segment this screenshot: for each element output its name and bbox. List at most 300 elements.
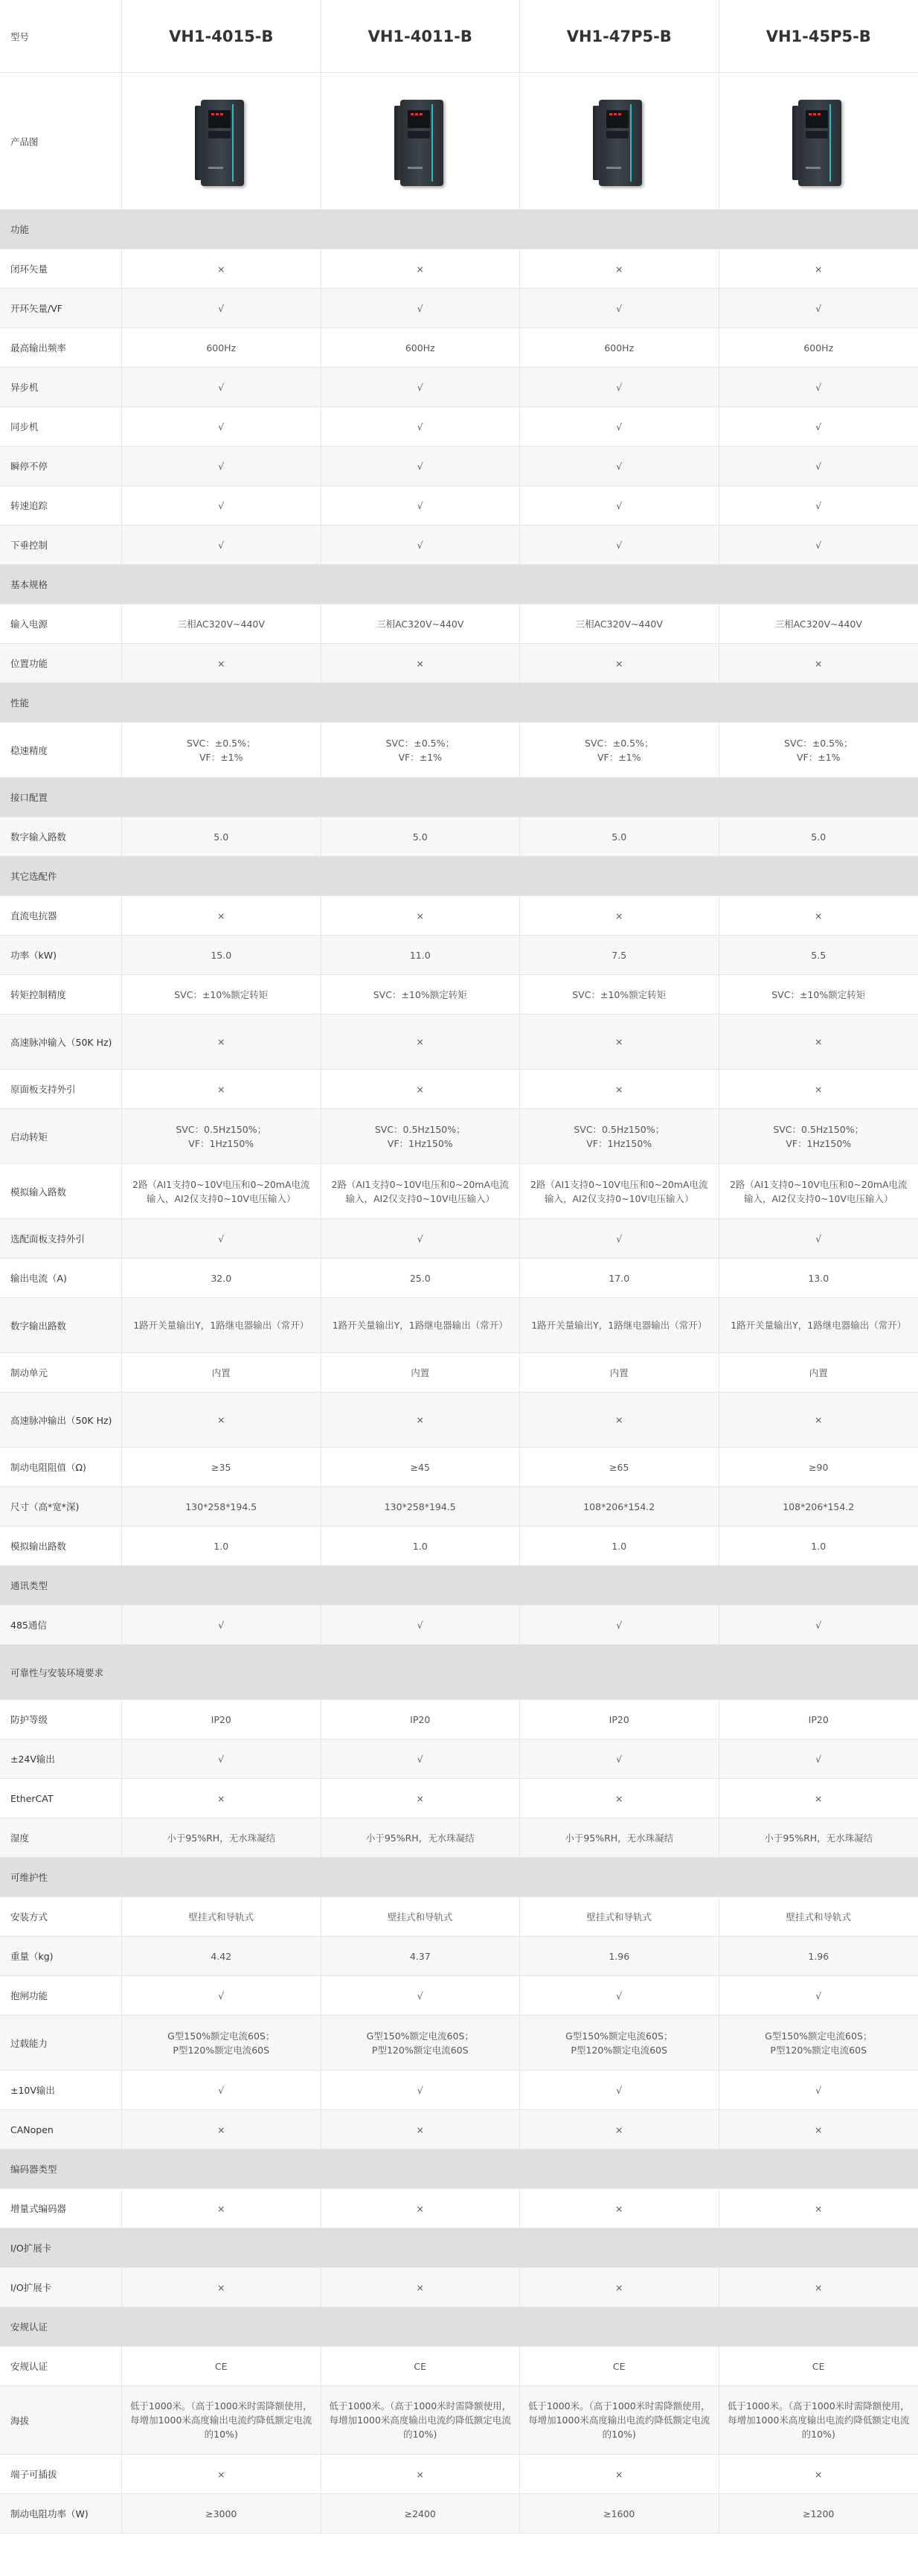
table-row — [0, 975, 918, 1014]
value-cell — [321, 1937, 521, 1975]
value-cell — [321, 1164, 521, 1218]
cell-value: × — [217, 1036, 225, 1047]
row-label-cell — [0, 1259, 122, 1297]
cell-value: 5.0 — [612, 831, 627, 843]
value-cell — [719, 1353, 918, 1392]
row-label-cell — [0, 1393, 122, 1447]
value-cell — [122, 936, 321, 974]
value-cell — [122, 1818, 321, 1857]
cell-value: 130*258*194.5 — [185, 1500, 257, 1512]
cell-value: × — [615, 1792, 623, 1804]
cell-value: 2路（AI1支持0~10V电压和0~20mA电流输入，AI2仅支持0~10V电压输入） — [331, 1178, 510, 1204]
value-cell — [520, 1897, 719, 1936]
cell-value: 600Hz — [803, 342, 834, 354]
row-label-cell — [0, 328, 122, 367]
value-cell — [321, 2189, 521, 2228]
value-cell — [520, 1818, 719, 1857]
value-cell — [321, 817, 521, 856]
row-label: 输出电流（A) — [10, 1273, 67, 1284]
value-cell — [719, 1393, 918, 1447]
row-label: 安规认证 — [10, 2361, 48, 2372]
value-cell — [520, 2455, 719, 2493]
value-cell — [719, 1448, 918, 1486]
product-image-row — [0, 73, 918, 210]
section-title: 接口配置 — [10, 792, 48, 803]
model-header-2 — [321, 0, 521, 72]
cell-value: 32.0 — [211, 1272, 232, 1284]
cell-value: √ — [815, 302, 822, 314]
value-cell — [520, 249, 719, 288]
product-image-label-cell — [0, 73, 122, 209]
model-name: VH1-4015-B — [169, 27, 274, 45]
row-label-cell — [0, 2347, 122, 2385]
value-cell — [719, 1605, 918, 1644]
cell-value: 2路（AI1支持0~10V电压和0~20mA电流输入，AI2仅支持0~10V电压输入） — [132, 1178, 310, 1204]
cell-value: √ — [815, 460, 822, 472]
table-row — [0, 2189, 918, 2228]
cell-value: √ — [417, 499, 423, 511]
value-cell — [321, 1219, 521, 1258]
value-cell — [321, 447, 521, 485]
cell-value: × — [217, 2202, 225, 2214]
row-label: 高速脉冲输出（50K Hz) — [10, 1414, 112, 1426]
value-cell — [520, 1393, 719, 1447]
table-row — [0, 328, 918, 368]
value-cell — [719, 1164, 918, 1218]
cell-value: √ — [815, 1753, 822, 1765]
cell-value: SVC：±10%额定转矩 — [771, 988, 866, 1000]
cell-value: × — [615, 2281, 623, 2293]
value-cell — [122, 604, 321, 643]
product-image-cell — [122, 73, 321, 209]
cell-value: × — [416, 910, 424, 921]
section-title: 编码器类型 — [10, 2164, 57, 2175]
cell-value: G型150%额定电流60S； P型120%额定电流60S — [366, 2030, 474, 2056]
cell-value: √ — [417, 421, 423, 432]
cell-value: × — [416, 1792, 424, 1804]
cell-value: 低于1000米。（高于1000米时需降额使用，每增加1000米高度输出电流约降低额定电流的10%) — [329, 2400, 512, 2440]
value-cell — [321, 249, 521, 288]
cell-value: × — [416, 2202, 424, 2214]
section-header — [0, 2307, 918, 2347]
row-label: 高速脉冲输入（50K Hz) — [10, 1036, 112, 1048]
value-cell — [719, 525, 918, 564]
value-cell — [321, 289, 521, 327]
row-label: 选配面板支持外引 — [10, 1233, 86, 1244]
value-cell — [719, 1779, 918, 1818]
cell-value: × — [615, 2123, 623, 2135]
cell-value: × — [217, 2468, 225, 2480]
cell-value: √ — [616, 499, 623, 511]
table-row — [0, 2016, 918, 2071]
table-row — [0, 604, 918, 644]
cell-value: SVC：±0.5%； VF：±1% — [187, 737, 256, 763]
row-label: 转矩控制精度 — [10, 989, 67, 1000]
table-row — [0, 1818, 918, 1858]
value-cell — [719, 2071, 918, 2109]
value-cell — [520, 1700, 719, 1739]
value-cell — [719, 2110, 918, 2149]
cell-value: SVC：±0.5%； VF：±1% — [385, 737, 455, 763]
row-label-cell — [0, 486, 122, 525]
row-label: I/O扩展卡 — [10, 2282, 52, 2293]
value-cell — [122, 1109, 321, 1163]
row-label-cell — [0, 1448, 122, 1486]
row-label: EtherCAT — [10, 1792, 54, 1804]
cell-value: × — [217, 1414, 225, 1425]
row-label-cell — [0, 2455, 122, 2493]
value-cell — [520, 525, 719, 564]
value-cell — [321, 644, 521, 683]
value-cell — [122, 1164, 321, 1218]
cell-value: 壁挂式和导轨式 — [586, 1911, 652, 1923]
value-cell — [520, 723, 719, 777]
row-label-cell — [0, 1109, 122, 1163]
cell-value: ≥90 — [809, 1461, 829, 1473]
value-cell — [520, 2189, 719, 2228]
inverter-product-image — [590, 95, 648, 188]
value-cell — [520, 289, 719, 327]
row-label-cell — [0, 1779, 122, 1818]
cell-value: 1.0 — [612, 1540, 627, 1552]
value-cell — [321, 975, 521, 1014]
cell-value: √ — [417, 1619, 423, 1631]
cell-value: × — [815, 1792, 823, 1804]
value-cell — [321, 2071, 521, 2109]
value-cell — [122, 2016, 321, 2070]
cell-value: √ — [616, 539, 623, 551]
value-cell — [122, 817, 321, 856]
table-row — [0, 1014, 918, 1070]
table-row — [0, 936, 918, 975]
value-cell — [321, 2268, 521, 2307]
value-cell — [321, 2016, 521, 2070]
value-cell — [321, 936, 521, 974]
row-label: 原面板支持外引 — [10, 1084, 76, 1095]
value-cell — [520, 1937, 719, 1975]
value-cell — [122, 486, 321, 525]
cell-value: ≥45 — [410, 1461, 430, 1473]
value-cell — [520, 644, 719, 683]
value-cell — [321, 368, 521, 406]
value-cell — [719, 1259, 918, 1297]
cell-value: 5.0 — [811, 831, 826, 843]
cell-value: SVC：0.5Hz150%； VF：1Hz150% — [374, 1123, 466, 1149]
value-cell — [321, 2386, 521, 2454]
value-cell — [321, 525, 521, 564]
value-cell — [122, 975, 321, 1014]
value-cell — [719, 289, 918, 327]
section-header — [0, 2228, 918, 2268]
cell-value: SVC：±10%额定转矩 — [572, 988, 667, 1000]
value-cell — [122, 1219, 321, 1258]
table-row — [0, 1393, 918, 1448]
cell-value: × — [815, 657, 823, 669]
cell-value: ≥1200 — [803, 2508, 835, 2519]
cell-value: √ — [218, 539, 225, 551]
row-label: 端子可插拔 — [10, 2469, 57, 2480]
value-cell — [520, 2110, 719, 2149]
value-cell — [520, 817, 719, 856]
value-cell — [122, 447, 321, 485]
section-title: 基本规格 — [10, 579, 48, 590]
cell-value: 小于95%RH，无水珠凝结 — [565, 1832, 674, 1844]
value-cell — [719, 2268, 918, 2307]
cell-value: 小于95%RH，无水珠凝结 — [764, 1832, 873, 1844]
value-cell — [321, 1527, 521, 1565]
model-header-3 — [520, 0, 719, 72]
section-header — [0, 683, 918, 723]
cell-value: √ — [616, 302, 623, 314]
value-cell — [321, 1976, 521, 2015]
row-label: 闭环矢量 — [10, 263, 48, 275]
cell-value: √ — [218, 1989, 225, 2001]
row-label-cell — [0, 2386, 122, 2454]
section-header — [0, 778, 918, 817]
value-cell — [520, 1070, 719, 1108]
cell-value: IP20 — [609, 1713, 629, 1725]
cell-value: √ — [417, 460, 423, 472]
value-cell — [719, 1109, 918, 1163]
value-cell — [719, 1818, 918, 1857]
value-cell — [520, 1605, 719, 1644]
table-row — [0, 1976, 918, 2016]
value-cell — [520, 1164, 719, 1218]
row-label: 制动电阻功率（W) — [10, 2508, 89, 2519]
cell-value: √ — [218, 1753, 225, 1765]
cell-value: 1.96 — [609, 1950, 630, 1962]
table-header-row — [0, 0, 918, 73]
cell-value: SVC：±10%额定转矩 — [174, 988, 269, 1000]
value-cell — [321, 1818, 521, 1857]
cell-value: × — [615, 657, 623, 669]
row-label: ±10V输出 — [10, 2085, 55, 2096]
row-label-cell — [0, 975, 122, 1014]
cell-value: 1.0 — [412, 1540, 428, 1552]
value-cell — [321, 1700, 521, 1739]
cell-value: × — [815, 1083, 823, 1095]
row-label: 海拔 — [10, 2414, 30, 2426]
cell-value: 内置 — [809, 1367, 828, 1378]
table-row — [0, 1779, 918, 1818]
row-label-cell — [0, 1976, 122, 2015]
value-cell — [321, 1739, 521, 1778]
cell-value: 13.0 — [808, 1272, 829, 1284]
value-cell — [122, 1487, 321, 1526]
cell-value: 三相AC320V~440V — [774, 618, 862, 630]
value-cell — [122, 1448, 321, 1486]
value-cell — [719, 2494, 918, 2533]
cell-value: √ — [218, 1619, 225, 1631]
table-row — [0, 1605, 918, 1645]
value-cell — [719, 1298, 918, 1352]
product-image-cell — [321, 73, 521, 209]
section-title: 其它选配件 — [10, 871, 57, 882]
cell-value: 108*206*154.2 — [783, 1500, 855, 1512]
value-cell — [520, 1219, 719, 1258]
cell-value: G型150%额定电流60S； P型120%额定电流60S — [565, 2030, 673, 2056]
row-label: 增量式编码器 — [10, 2203, 67, 2214]
value-cell — [719, 1976, 918, 2015]
row-label-cell — [0, 1014, 122, 1069]
value-cell — [122, 1976, 321, 2015]
value-cell — [122, 644, 321, 683]
cell-value: × — [615, 1036, 623, 1047]
row-label: 瞬停不停 — [10, 461, 48, 472]
inverter-product-image — [192, 95, 250, 188]
cell-value: × — [615, 2202, 623, 2214]
value-cell — [520, 1527, 719, 1565]
cell-value: 低于1000米。（高于1000米时需降额使用，每增加1000米高度输出电流约降低额定电流的10%) — [129, 2400, 312, 2440]
cell-value: SVC：0.5Hz150%； VF：1Hz150% — [773, 1123, 864, 1149]
value-cell — [520, 2016, 719, 2070]
value-cell — [321, 486, 521, 525]
row-label: 防护等级 — [10, 1714, 48, 1725]
value-cell — [321, 328, 521, 367]
cell-value: √ — [616, 1619, 623, 1631]
cell-value: × — [217, 1792, 225, 1804]
value-cell — [719, 407, 918, 446]
cell-value: 小于95%RH，无水珠凝结 — [365, 1832, 475, 1844]
row-label-cell — [0, 1739, 122, 1778]
cell-value: × — [416, 1414, 424, 1425]
value-cell — [719, 1937, 918, 1975]
value-cell — [321, 2494, 521, 2533]
value-cell — [719, 936, 918, 974]
row-label: 异步机 — [10, 382, 39, 393]
value-cell — [122, 1393, 321, 1447]
cell-value: 7.5 — [612, 949, 627, 961]
cell-value: CE — [214, 2360, 228, 2372]
value-cell — [520, 1109, 719, 1163]
value-cell — [520, 1976, 719, 2015]
section-title: 通讯类型 — [10, 1580, 48, 1591]
cell-value: 600Hz — [405, 342, 435, 354]
cell-value: √ — [417, 381, 423, 393]
cell-value: × — [416, 263, 424, 275]
cell-value: ≥35 — [211, 1461, 231, 1473]
value-cell — [122, 1897, 321, 1936]
value-cell — [122, 249, 321, 288]
cell-value: √ — [616, 1753, 623, 1765]
inverter-product-image — [789, 95, 847, 188]
cell-value: 1路开关量输出Y，1路继电器输出（常开） — [731, 1320, 907, 1331]
cell-value: 2路（AI1支持0~10V电压和0~20mA电流输入，AI2仅支持0~10V电压输入） — [729, 1178, 908, 1204]
value-cell — [122, 525, 321, 564]
model-header-4 — [719, 0, 918, 72]
section-header — [0, 1645, 918, 1700]
cell-value: SVC：0.5Hz150%； VF：1Hz150% — [574, 1123, 665, 1149]
value-cell — [719, 2189, 918, 2228]
cell-value: √ — [218, 2084, 225, 2096]
cell-value: √ — [815, 2084, 822, 2096]
value-cell — [520, 604, 719, 643]
cell-value: √ — [616, 2084, 623, 2096]
cell-value: ≥65 — [609, 1461, 629, 1473]
cell-value: 4.42 — [211, 1950, 232, 1962]
cell-value: 15.0 — [211, 949, 232, 961]
value-cell — [520, 975, 719, 1014]
cell-value: × — [217, 1083, 225, 1095]
cell-value: ≥1600 — [603, 2508, 635, 2519]
cell-value: √ — [218, 421, 225, 432]
value-cell — [719, 368, 918, 406]
row-label: 重量（kg) — [10, 1951, 54, 1962]
value-cell — [719, 2386, 918, 2454]
cell-value: 17.0 — [609, 1272, 630, 1284]
value-cell — [719, 1527, 918, 1565]
cell-value: SVC：0.5Hz150%； VF：1Hz150% — [176, 1123, 267, 1149]
cell-value: 5.0 — [412, 831, 428, 843]
value-cell — [719, 1070, 918, 1108]
value-cell — [122, 2110, 321, 2149]
row-label: 模拟输入路数 — [10, 1186, 67, 1198]
cell-value: × — [416, 1036, 424, 1047]
section-header — [0, 1858, 918, 1897]
cell-value: √ — [417, 302, 423, 314]
section-title: I/O扩展卡 — [10, 2243, 52, 2254]
cell-value: ≥2400 — [404, 2508, 436, 2519]
row-label-cell — [0, 2189, 122, 2228]
section-header — [0, 2150, 918, 2189]
value-cell — [719, 896, 918, 935]
value-cell — [520, 407, 719, 446]
table-row — [0, 644, 918, 683]
value-cell — [520, 936, 719, 974]
value-cell — [520, 2071, 719, 2109]
row-label: 尺寸（高*宽*深) — [10, 1501, 80, 1512]
table-row — [0, 1527, 918, 1566]
cell-value: × — [217, 2281, 225, 2293]
cell-value: √ — [616, 421, 623, 432]
table-row — [0, 2455, 918, 2494]
row-label-cell — [0, 1700, 122, 1739]
value-cell — [122, 1014, 321, 1069]
row-label-cell — [0, 1818, 122, 1857]
value-cell — [321, 2347, 521, 2385]
cell-value: IP20 — [808, 1713, 829, 1725]
value-cell — [321, 1448, 521, 1486]
cell-value: √ — [417, 2084, 423, 2096]
value-cell — [321, 407, 521, 446]
value-cell — [520, 1448, 719, 1486]
row-label-cell — [0, 447, 122, 485]
value-cell — [719, 2455, 918, 2493]
cell-value: 1.0 — [214, 1540, 229, 1552]
cell-value: 1.0 — [811, 1540, 826, 1552]
row-label-cell — [0, 1527, 122, 1565]
value-cell — [719, 1897, 918, 1936]
value-cell — [520, 896, 719, 935]
row-label: 直流电抗器 — [10, 910, 57, 921]
value-cell — [122, 1739, 321, 1778]
cell-value: √ — [218, 302, 225, 314]
cell-value: √ — [815, 1233, 822, 1244]
cell-value: 130*258*194.5 — [384, 1500, 456, 1512]
cell-value: √ — [218, 499, 225, 511]
cell-value: √ — [815, 1989, 822, 2001]
cell-value: √ — [616, 460, 623, 472]
section-header — [0, 1566, 918, 1605]
row-label-cell — [0, 407, 122, 446]
cell-value: SVC：±10%额定转矩 — [373, 988, 467, 1000]
cell-value: 内置 — [609, 1367, 629, 1378]
cell-value: × — [615, 910, 623, 921]
value-cell — [122, 1779, 321, 1818]
row-label-cell — [0, 2016, 122, 2070]
value-cell — [122, 2494, 321, 2533]
product-image-cell — [520, 73, 719, 209]
